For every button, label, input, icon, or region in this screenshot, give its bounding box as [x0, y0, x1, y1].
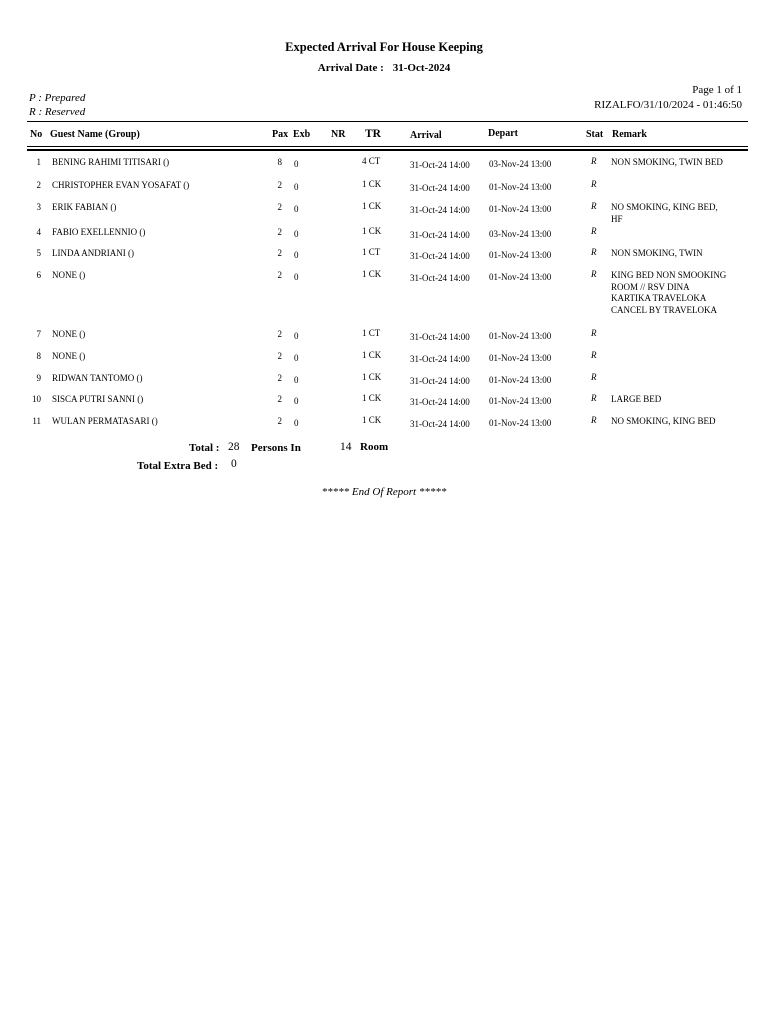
row-no: 2: [36, 180, 41, 190]
row-pax: 2: [277, 180, 282, 190]
row-tr: 1 CK: [362, 226, 382, 236]
row-guest-name: RIDWAN TANTOMO (): [52, 373, 143, 383]
row-exb: 0: [294, 229, 299, 239]
legend-prepared: P : Prepared: [29, 92, 86, 104]
row-tr: 1 CK: [362, 350, 382, 360]
col-header-exb: Exb: [293, 129, 311, 140]
row-depart: 01-Nov-24 13:00: [489, 250, 552, 260]
col-header-depart: Depart: [488, 128, 518, 139]
row-pax: 8: [277, 157, 282, 167]
row-guest-name: ERIK FABIAN (): [52, 202, 117, 212]
row-exb: 0: [294, 272, 299, 282]
row-exb: 0: [294, 331, 299, 341]
row-depart: 01-Nov-24 13:00: [489, 182, 552, 192]
row-no: 5: [36, 248, 41, 258]
extra-bed-count: 0: [231, 458, 237, 470]
row-remark: NON SMOKING, TWIN: [611, 248, 703, 258]
row-arrival: 31-Oct-24 14:00: [410, 397, 470, 407]
row-pax: 2: [277, 416, 282, 426]
row-exb: 0: [294, 182, 299, 192]
arrival-date-label: Arrival Date :: [317, 62, 384, 74]
row-arrival: 31-Oct-24 14:00: [410, 183, 470, 193]
row-stat: R: [591, 269, 597, 279]
row-no: 10: [32, 394, 41, 404]
row-guest-name: NONE (): [52, 351, 86, 361]
row-pax: 2: [277, 351, 282, 361]
row-depart: 01-Nov-24 13:00: [489, 331, 552, 341]
row-exb: 0: [294, 204, 299, 214]
row-tr: 1 CK: [362, 269, 382, 279]
row-stat: R: [591, 179, 597, 189]
row-pax: 2: [277, 373, 282, 383]
row-pax: 2: [277, 394, 282, 404]
col-header-pax: Pax: [272, 129, 289, 140]
row-depart: 01-Nov-24 13:00: [489, 353, 552, 363]
persons-in-label: Persons In: [251, 442, 301, 454]
row-guest-name: BENING RAHIMI TITISARI (): [52, 157, 170, 167]
row-stat: R: [591, 247, 597, 257]
row-guest-name: CHRISTOPHER EVAN YOSAFAT (): [52, 180, 190, 190]
row-stat: R: [591, 350, 597, 360]
row-guest-name: SISCA PUTRI SANNI (): [52, 394, 144, 404]
row-arrival: 31-Oct-24 14:00: [410, 354, 470, 364]
row-guest-name: NONE (): [52, 329, 86, 339]
row-no: 7: [36, 329, 41, 339]
row-depart: 03-Nov-24 13:00: [489, 229, 552, 239]
row-depart: 01-Nov-24 13:00: [489, 375, 552, 385]
row-arrival: 31-Oct-24 14:00: [410, 419, 470, 429]
arrival-date-value: 31-Oct-2024: [392, 62, 451, 74]
row-tr: 1 CT: [362, 247, 381, 257]
col-header-guest: Guest Name (Group): [50, 129, 140, 140]
row-pax: 2: [277, 202, 282, 212]
col-header-stat: Stat: [586, 129, 604, 140]
row-arrival: 31-Oct-24 14:00: [410, 376, 470, 386]
row-stat: R: [591, 226, 597, 236]
col-header-no: No: [30, 129, 43, 140]
row-tr: 1 CK: [362, 179, 382, 189]
row-remark: KING BED NON SMOOKING ROOM // RSV DINA KARTIKA TRAVELOKA CANCEL BY TRAVELOKA: [611, 270, 727, 315]
row-no: 8: [36, 351, 41, 361]
row-depart: 01-Nov-24 13:00: [489, 396, 552, 406]
row-depart: 01-Nov-24 13:00: [489, 272, 552, 282]
row-exb: 0: [294, 250, 299, 260]
row-remark: LARGE BED: [611, 394, 662, 404]
row-guest-name: FABIO EXELLENNIO (): [52, 227, 146, 237]
row-remark: NO SMOKING, KING BED: [611, 416, 716, 426]
row-no: 9: [36, 373, 41, 383]
row-exb: 0: [294, 159, 299, 169]
row-remark: NON SMOKING, TWIN BED: [611, 157, 723, 167]
total-rooms: 14: [340, 441, 352, 453]
row-stat: R: [591, 415, 597, 425]
row-tr: 1 CK: [362, 372, 382, 382]
row-pax: 2: [277, 227, 282, 237]
extra-bed-label: Total Extra Bed :: [137, 460, 219, 472]
row-exb: 0: [294, 375, 299, 385]
end-of-report: ***** End Of Report *****: [321, 486, 447, 498]
row-pax: 2: [277, 270, 282, 280]
row-no: 6: [36, 270, 41, 280]
row-no: 4: [36, 227, 41, 237]
legend-reserved: R : Reserved: [29, 106, 86, 118]
header-rule-top: [27, 121, 748, 122]
row-guest-name: WULAN PERMATASARI (): [52, 416, 158, 426]
col-header-remark: Remark: [612, 129, 647, 140]
row-guest-name: LINDA ANDRIANI (): [52, 248, 134, 258]
row-depart: 03-Nov-24 13:00: [489, 159, 552, 169]
total-label: Total :: [189, 442, 220, 454]
total-persons: 28: [228, 441, 240, 453]
header-rule-bottom: [27, 146, 748, 147]
header-rule-bottom-thick: [27, 149, 748, 151]
page-number: Page 1 of 1: [692, 84, 742, 96]
row-pax: 2: [277, 248, 282, 258]
row-stat: R: [591, 372, 597, 382]
row-stat: R: [591, 156, 597, 166]
row-stat: R: [591, 393, 597, 403]
row-depart: 01-Nov-24 13:00: [489, 418, 552, 428]
col-header-arrival: Arrival: [410, 130, 442, 141]
row-arrival: 31-Oct-24 14:00: [410, 273, 470, 283]
arrival-date-line: [0, 62, 768, 74]
row-tr: 1 CT: [362, 328, 381, 338]
row-no: 11: [32, 416, 41, 426]
row-arrival: 31-Oct-24 14:00: [410, 251, 470, 261]
row-tr: 1 CK: [362, 393, 382, 403]
row-stat: R: [591, 201, 597, 211]
row-arrival: 31-Oct-24 14:00: [410, 230, 470, 240]
row-tr: 4 CT: [362, 156, 381, 166]
row-guest-name: NONE (): [52, 270, 86, 280]
row-arrival: 31-Oct-24 14:00: [410, 160, 470, 170]
row-pax: 2: [277, 329, 282, 339]
user-timestamp: RIZALFO/31/10/2024 - 01:46:50: [594, 99, 742, 111]
row-no: 1: [36, 157, 41, 167]
row-exb: 0: [294, 353, 299, 363]
row-exb: 0: [294, 418, 299, 428]
row-no: 3: [36, 202, 41, 212]
room-label: Room: [360, 441, 389, 453]
row-exb: 0: [294, 396, 299, 406]
row-stat: R: [591, 328, 597, 338]
row-remark: NO SMOKING, KING BED, HF: [611, 202, 718, 224]
row-tr: 1 CK: [362, 201, 382, 211]
row-arrival: 31-Oct-24 14:00: [410, 205, 470, 215]
col-header-tr: TR: [365, 128, 381, 140]
row-tr: 1 CK: [362, 415, 382, 425]
row-depart: 01-Nov-24 13:00: [489, 204, 552, 214]
row-arrival: 31-Oct-24 14:00: [410, 332, 470, 342]
report-title: Expected Arrival For House Keeping: [285, 40, 483, 54]
col-header-nr: NR: [331, 129, 346, 140]
